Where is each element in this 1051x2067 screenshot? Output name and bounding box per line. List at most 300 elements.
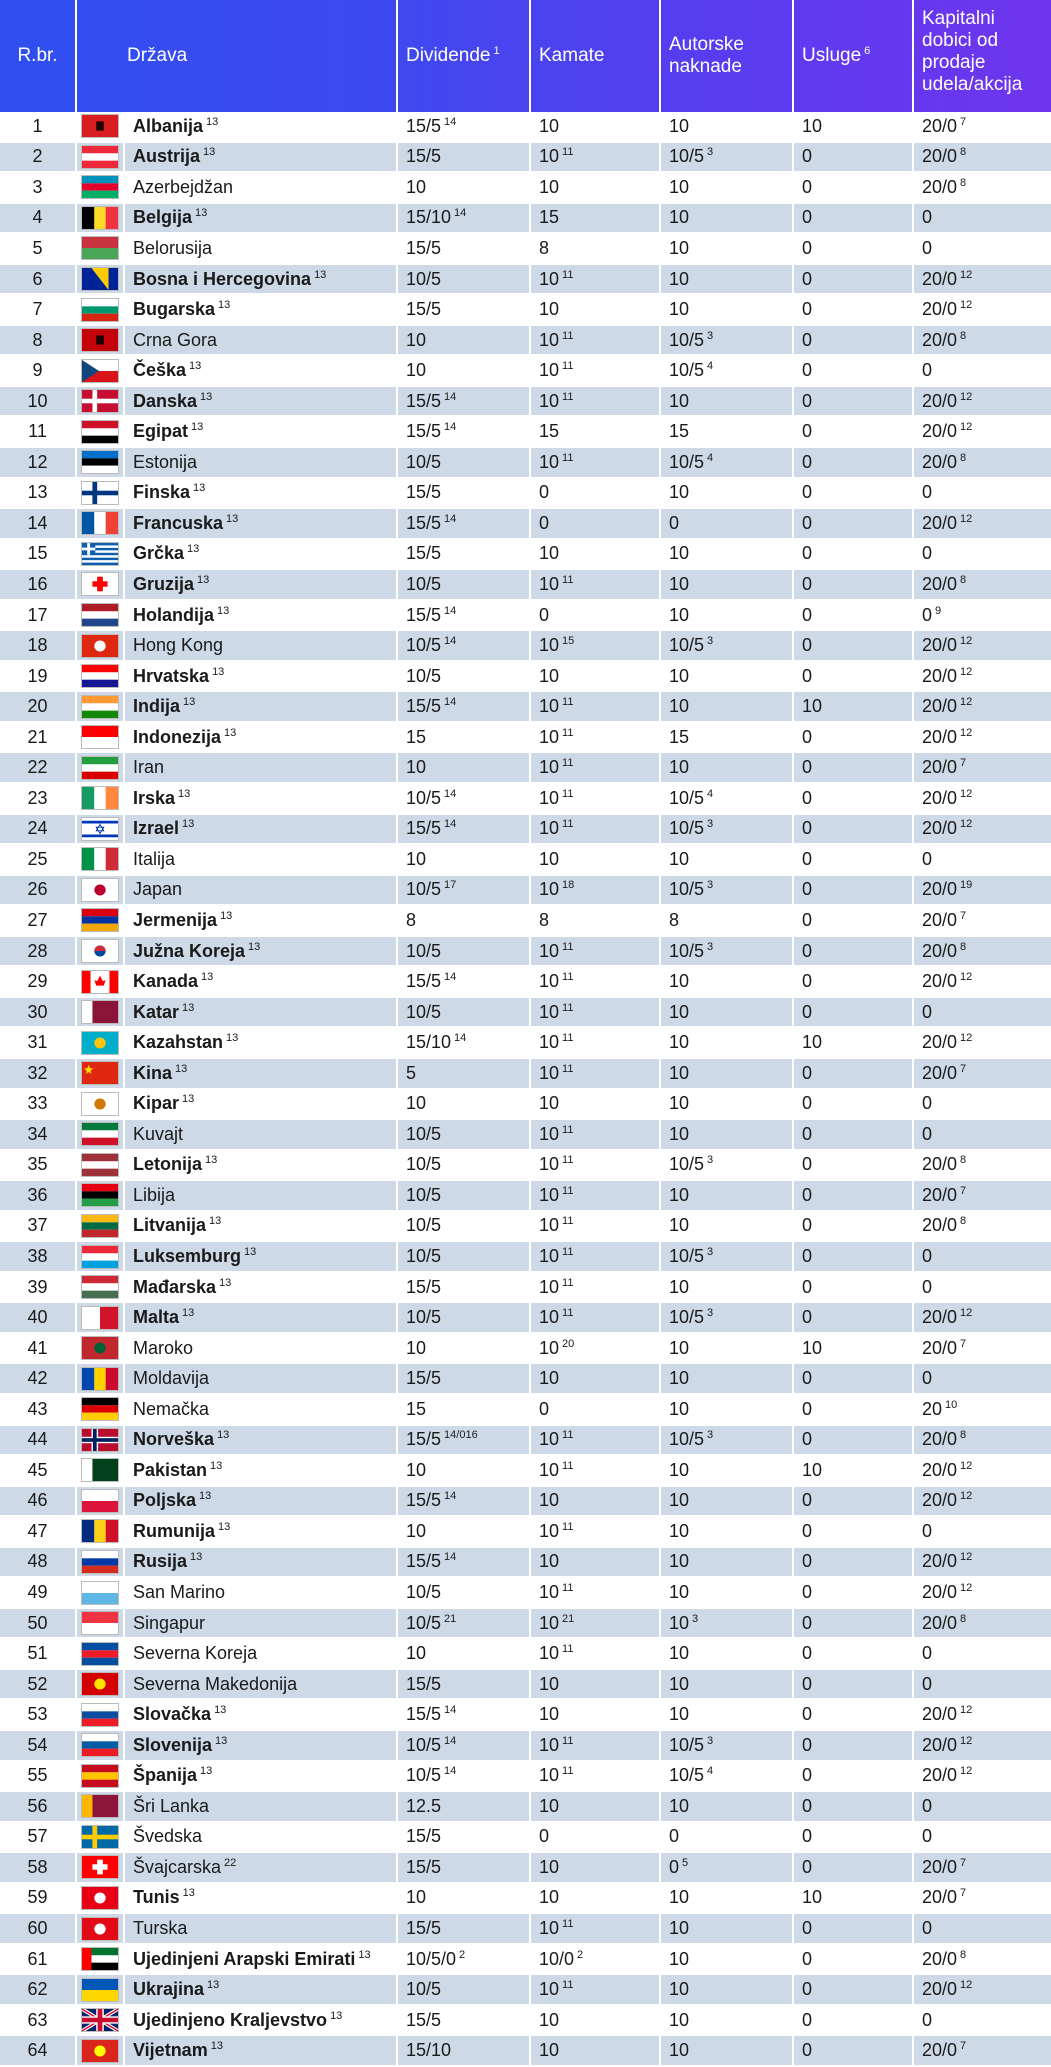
flag-icon [76,1974,124,2005]
country-name: Izrael [133,818,180,839]
kamate-cell [530,1669,660,1700]
country-name: Šri Lanka [133,1795,210,1816]
dividende-cell [397,630,530,661]
autorske-cell [660,1516,793,1547]
kam-value: 10 [539,696,560,717]
autorske-cell [660,1944,793,1975]
table-row [0,1974,1051,2005]
table-row [0,1730,1051,1761]
country-footnote: 13 [205,1154,218,1167]
kam-footnote: 11 [562,818,574,831]
autorske-cell [660,783,793,814]
div-value: 10/5 [406,1765,442,1786]
country-name: Turska [133,1918,188,1939]
flag-icon [76,1241,124,1272]
autorske-cell [660,722,793,753]
row-number-value: 53 [27,1704,48,1725]
aut-value: 10 [669,1490,690,1511]
country-cell [124,539,397,570]
table-row [0,752,1051,783]
kapitalni-cell [913,478,1051,509]
div-value: 10 [406,360,427,381]
table-row [0,844,1051,875]
usluge-cell [793,661,913,692]
aut-value: 10/5 [669,329,705,350]
autorske-cell [660,1547,793,1578]
country-cell [124,1394,397,1425]
usl-value: 0 [802,726,813,747]
usluge-cell [793,814,913,845]
table-row [0,1913,1051,1944]
kap-footnote: 12 [960,1551,973,1564]
kap-value: 20/0 [922,1032,958,1053]
usl-value: 0 [802,176,813,197]
row-number [0,1913,76,1944]
kap-footnote: 7 [960,2040,967,2053]
kap-footnote: 7 [960,757,967,770]
kap-value: 20/0 [922,726,958,747]
row-number [0,1791,76,1822]
country-name: Pakistan [133,1459,208,1480]
row-number [0,1822,76,1853]
kamate-cell [530,416,660,447]
kap-value: 20/0 [922,512,958,533]
row-number-value: 54 [27,1734,48,1755]
usluge-cell [793,966,913,997]
country-footnote: 13 [182,1307,195,1320]
div-value: 10/5 [406,940,442,961]
usluge-cell [793,1822,913,1853]
usluge-cell [793,844,913,875]
autorske-cell [660,1699,793,1730]
usluge-cell [793,1852,913,1883]
autorske-cell [660,1363,793,1394]
row-number [0,1699,76,1730]
country-footnote: 13 [200,390,213,403]
country-footnote: 13 [226,1032,239,1045]
kam-value: 15 [539,421,560,442]
country-cell [124,905,397,936]
kamate-cell [530,936,660,967]
row-number-value: 56 [27,1795,48,1816]
usl-value: 0 [802,1520,813,1541]
aut-value: 10/5 [669,787,705,808]
usl-value: 0 [802,1490,813,1511]
usluge-cell [793,1027,913,1058]
kamate-cell [530,1394,660,1425]
dividende-cell [397,355,530,386]
div-footnote: 17 [444,879,457,892]
kamate-cell [530,508,660,539]
table-row [0,539,1051,570]
autorske-cell [660,997,793,1028]
autorske-cell [660,691,793,722]
kam-footnote: 11 [562,726,574,739]
div-footnote: 14 [444,1734,457,1747]
kam-value: 10 [539,1887,560,1908]
usluge-cell [793,203,913,234]
kam-value: 10 [539,1001,560,1022]
kap-footnote: 12 [960,726,973,739]
kap-footnote: 9 [935,604,942,617]
flag-icon [76,1272,124,1303]
usl-value: 0 [802,146,813,167]
kap-value: 20/0 [922,390,958,411]
row-number-value: 55 [27,1765,48,1786]
div-value: 15/5 [406,421,442,442]
flag-icon [76,1638,124,1669]
country-name: Crna Gora [133,329,218,350]
dividende-cell [397,1027,530,1058]
country-name: Indija [133,696,181,717]
div-value: 10 [406,1643,427,1664]
row-number-value: 6 [32,268,43,289]
autorske-cell [660,142,793,173]
kap-footnote: 12 [960,299,973,312]
row-number-value: 37 [27,1215,48,1236]
usluge-cell [793,1730,913,1761]
table-row [0,1333,1051,1364]
country-cell [124,1577,397,1608]
country-name: Azerbejdžan [133,176,234,197]
aut-value: 10/5 [669,146,705,167]
kamate-cell [530,1486,660,1517]
country-name: Kuvajt [133,1123,184,1144]
autorske-cell [660,1180,793,1211]
row-number [0,1302,76,1333]
dividende-cell [397,2035,530,2066]
aut-value: 10 [669,1459,690,1480]
usluge-cell [793,1333,913,1364]
kam-footnote: 11 [562,1459,574,1472]
dividende-cell [397,1547,530,1578]
aut-value: 10 [669,1551,690,1572]
country-footnote: 13 [182,1887,195,1900]
kam-footnote: 11 [562,696,574,709]
country-cell [124,1852,397,1883]
dividende-cell [397,691,530,722]
kam-footnote: 15 [562,635,575,648]
row-number [0,1944,76,1975]
dividende-cell [397,1974,530,2005]
header-drzava-label: Država [127,45,188,66]
kam-footnote: 11 [562,1062,574,1075]
country-name: Tunis [133,1887,180,1908]
usluge-cell [793,1883,913,1914]
flag-icon [76,539,124,570]
row-number-value: 9 [32,360,43,381]
table-row [0,1394,1051,1425]
country-name: Rumunija [133,1520,216,1541]
country-cell [124,325,397,356]
usluge-cell [793,936,913,967]
flag-icon [76,264,124,295]
flag-icon [76,1363,124,1394]
kap-value: 20/0 [922,818,958,839]
row-number [0,1455,76,1486]
usl-value: 0 [802,1856,813,1877]
dividende-cell [397,966,530,997]
div-value: 10/5 [406,268,442,289]
autorske-cell [660,661,793,692]
table-row [0,1241,1051,1272]
autorske-cell [660,264,793,295]
div-value: 15/5 [406,1490,442,1511]
usluge-cell [793,416,913,447]
table-row [0,1822,1051,1853]
country-cell [124,722,397,753]
country-cell [124,1272,397,1303]
usl-value: 0 [802,451,813,472]
row-number-value: 58 [27,1856,48,1877]
div-footnote: 14 [444,696,457,709]
usluge-cell [793,233,913,264]
usl-value: 0 [802,1979,813,2000]
table-row [0,203,1051,234]
row-number [0,416,76,447]
table-row [0,1302,1051,1333]
usluge-cell [793,1058,913,1089]
table-row [0,172,1051,203]
autorske-cell [660,1150,793,1181]
header-usluge-footnote: 6 [864,44,871,57]
usluge-cell [793,1089,913,1120]
aut-value: 10/5 [669,1734,705,1755]
country-name: Rusija [133,1551,188,1572]
kap-footnote: 12 [960,1765,973,1778]
table-row [0,1180,1051,1211]
kap-footnote: 7 [960,909,967,922]
country-footnote: 22 [224,1856,237,1869]
div-footnote: 2 [459,1948,466,1961]
kap-value: 20/0 [922,1215,958,1236]
row-number-value: 3 [32,176,43,197]
kam-value: 0 [539,1398,550,1419]
usluge-cell [793,478,913,509]
country-name: Francuska [133,512,224,533]
row-number-value: 45 [27,1459,48,1480]
kam-value: 10 [539,268,560,289]
dividende-cell [397,416,530,447]
country-name: Indonezija [133,726,222,747]
kap-value: 0 [922,848,933,869]
table-row [0,1883,1051,1914]
table-row [0,416,1051,447]
usluge-cell [793,112,913,142]
kapitalni-cell [913,936,1051,967]
table-row [0,1547,1051,1578]
kap-value: 20/0 [922,909,958,930]
table-row [0,1058,1051,1089]
flag-icon [76,1302,124,1333]
kap-value: 0 [922,207,933,228]
autorske-cell [660,2005,793,2036]
kapitalni-cell [913,783,1051,814]
row-number [0,294,76,325]
usl-value: 10 [802,1887,823,1908]
kap-value: 20/0 [922,1948,958,1969]
autorske-cell [660,1302,793,1333]
table-row [0,1486,1051,1517]
kam-value: 10 [539,2040,560,2061]
row-number [0,1150,76,1181]
kap-value: 20/0 [922,176,958,197]
aut-value: 10 [669,1704,690,1725]
row-number-value: 17 [27,604,48,625]
aut-footnote: 3 [707,635,714,648]
usluge-cell [793,2035,913,2066]
kamate-cell [530,1791,660,1822]
usluge-cell [793,1944,913,1975]
autorske-cell [660,1913,793,1944]
flag-icon [76,1333,124,1364]
kap-value: 0 [922,1795,933,1816]
kap-value: 0 [922,1368,933,1389]
kamate-cell [530,2035,660,2066]
flag-icon [76,325,124,356]
kamate-cell [530,1516,660,1547]
div-value: 10/5 [406,1001,442,1022]
table-row [0,233,1051,264]
aut-footnote: 4 [707,360,714,373]
autorske-cell [660,875,793,906]
kap-footnote: 12 [960,390,973,403]
flag-icon [76,814,124,845]
row-number [0,1089,76,1120]
aut-value: 10 [669,1123,690,1144]
aut-value: 10 [669,696,690,717]
country-cell [124,1302,397,1333]
row-number [0,1058,76,1089]
kam-value: 10 [539,1673,560,1694]
kam-value: 10 [539,1276,560,1297]
country-footnote: 13 [210,2040,223,2053]
usl-value: 0 [802,1612,813,1633]
div-value: 10/5 [406,573,442,594]
kap-value: 0 [922,1643,933,1664]
kapitalni-cell [913,2005,1051,2036]
country-cell [124,1883,397,1914]
kam-value: 10 [539,1918,560,1939]
country-cell [124,1974,397,2005]
kam-value: 15 [539,207,560,228]
row-number-value: 63 [27,2009,48,2030]
kapitalni-cell [913,1180,1051,1211]
kamate-cell [530,875,660,906]
usluge-cell [793,1669,913,1700]
usluge-cell [793,1394,913,1425]
aut-value: 10/5 [669,451,705,472]
table-row [0,722,1051,753]
div-value: 15/5 [406,604,442,625]
table-row [0,2035,1051,2066]
div-value: 10 [406,176,427,197]
div-value: 15/5 [406,2009,442,2030]
header-autorske [660,0,793,112]
kapitalni-cell [913,264,1051,295]
kam-value: 10 [539,1154,560,1175]
aut-value: 10 [669,971,690,992]
kapitalni-cell [913,1363,1051,1394]
dividende-cell [397,1730,530,1761]
kamate-cell [530,1089,660,1120]
flag-icon [76,478,124,509]
kap-value: 20/0 [922,1734,958,1755]
row-number-value: 24 [27,818,48,839]
country-name: Grčka [133,543,185,564]
usl-value: 0 [802,1001,813,1022]
div-value: 10/5 [406,451,442,472]
kapitalni-cell [913,325,1051,356]
kam-footnote: 11 [562,1123,574,1136]
country-footnote: 13 [219,1276,232,1289]
table-row [0,1791,1051,1822]
row-number-value: 40 [27,1307,48,1328]
kapitalni-cell [913,997,1051,1028]
country-cell [124,1547,397,1578]
kap-value: 20/0 [922,757,958,778]
table-row [0,1119,1051,1150]
table-row [0,1944,1051,1975]
usl-value: 0 [802,1795,813,1816]
flag-icon [76,1150,124,1181]
country-cell [124,2035,397,2066]
country-cell [124,294,397,325]
row-number-value: 48 [27,1551,48,1572]
flag-icon [76,294,124,325]
row-number [0,233,76,264]
country-footnote: 13 [220,909,233,922]
usl-value: 0 [802,573,813,594]
flag-icon [76,1180,124,1211]
table-row [0,783,1051,814]
table-row [0,386,1051,417]
row-number-value: 8 [32,329,43,350]
row-number-value: 23 [27,787,48,808]
kam-footnote: 11 [562,268,574,281]
aut-footnote: 3 [707,940,714,953]
country-cell [124,172,397,203]
aut-value: 10/5 [669,1154,705,1175]
flag-icon [76,386,124,417]
kapitalni-cell [913,1669,1051,1700]
usl-value: 0 [802,237,813,258]
kam-footnote: 11 [562,1918,574,1931]
row-number [0,1425,76,1456]
dividende-cell [397,1883,530,1914]
kamate-cell [530,1852,660,1883]
header-usluge-label: Usluge [802,45,862,66]
row-number [0,478,76,509]
usl-value: 10 [802,1337,823,1358]
kapitalni-cell [913,966,1051,997]
div-value: 10 [406,1520,427,1541]
row-number-value: 5 [32,237,43,258]
country-name: Mađarska [133,1276,217,1297]
kam-value: 10 [539,390,560,411]
country-footnote: 13 [191,421,204,434]
div-value: 15/5 [406,1368,442,1389]
dividende-cell [397,1119,530,1150]
row-number [0,1547,76,1578]
country-cell [124,783,397,814]
div-footnote: 14 [444,421,457,434]
country-cell [124,691,397,722]
usl-value: 10 [802,1032,823,1053]
flag-icon [76,1547,124,1578]
kamate-cell [530,264,660,295]
div-value: 15/5 [406,237,442,258]
